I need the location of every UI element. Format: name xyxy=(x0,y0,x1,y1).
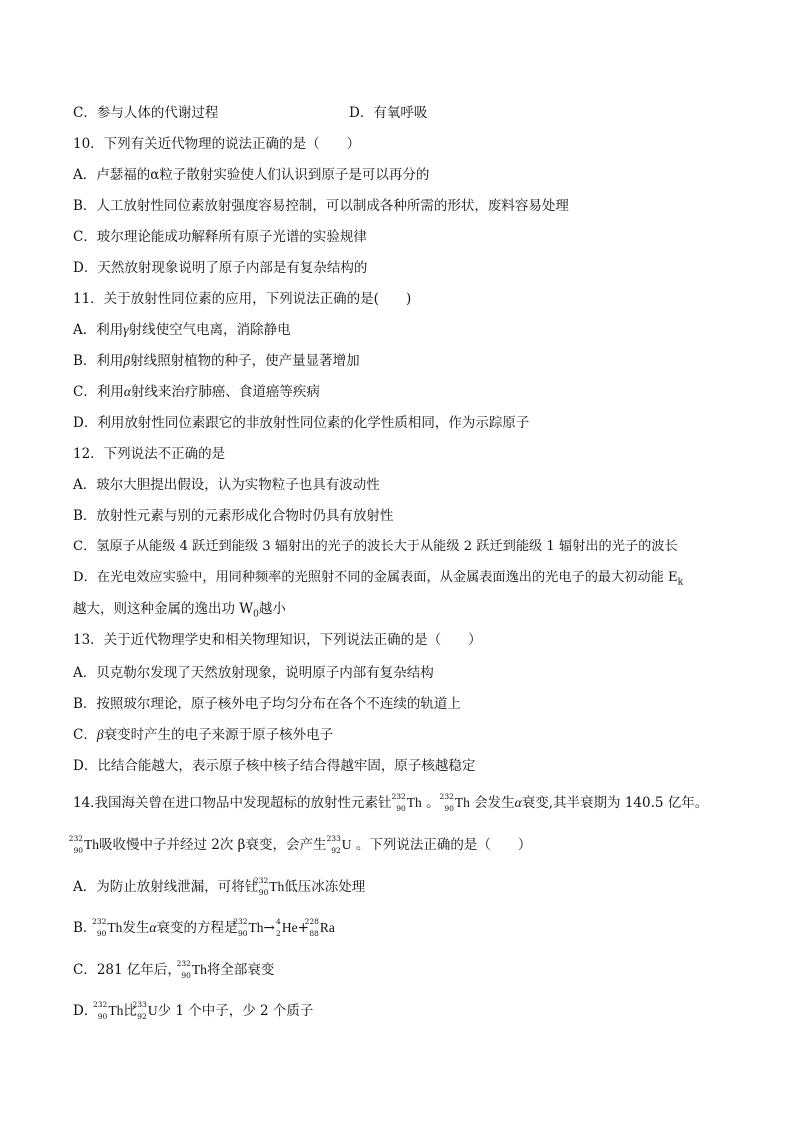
q11-a-prefix: A．利用 xyxy=(73,322,124,338)
th-nuclide-notation: 232 90 xyxy=(439,792,454,813)
q11-a-text: 射线使空气电离，消除静电 xyxy=(128,322,291,338)
q11-c-prefix: C．利用 xyxy=(73,384,124,400)
q11-b-text: 射线照射植物的种子，使产量显著增加 xyxy=(130,353,360,369)
q11-b-prefix: B．利用 xyxy=(73,353,124,369)
th-nuclide-notation: 232 90 xyxy=(92,917,107,938)
q13-c-text: 衰变时产生的电子来源于原子核外电子 xyxy=(103,727,334,743)
q14-stem-line2: 232 90 Th吸收慢中子并经过 2次 β衰变，会产生 233 92 U 。下列说法正确的是（ ） xyxy=(68,834,532,855)
q14-stem-line1: 14.我国海关曾在进口物品中发现超标的放射性元素钍 232 90 Th 。 232 90 Th 会发生α衰变,其半衰期为 140.5 亿年。 xyxy=(73,792,709,813)
u-nuclide-notation: 233 92 xyxy=(132,1000,147,1021)
alpha-symbol: α xyxy=(514,795,522,810)
q12-option-b: B．放射性元素与别的元素形成化合物时仍具有放射性 xyxy=(73,508,394,524)
q14-option-a: A．为防止放射线泄漏，可将钍 232 90 Th低压冰冻处理 xyxy=(73,876,366,897)
gamma-symbol: γ xyxy=(123,322,129,337)
q9-option-c: C．参与人体的代谢过程 xyxy=(73,105,219,121)
q11-option-d: D．利用放射性同位素跟它的非放射性同位素的化学性质相同，作为示踪原子 xyxy=(73,415,530,431)
q13-stem: 13．关于近代物理学史和相关物理知识，下列说法正确的是（ ） xyxy=(73,632,482,648)
th-nuclide-notation: 232 90 xyxy=(93,1000,108,1021)
q13-option-a: A．贝克勒尔发现了天然放射现象，说明原子内部有复杂结构 xyxy=(73,665,434,681)
q12-option-c: C．氢原子从能级 4 跃迁到能级 3 辐射出的光子的波长大于从能级 2 跃迁到能级 1 辐射出的光子的波长 xyxy=(73,539,678,554)
q13-c-prefix: C． xyxy=(73,727,97,743)
beta-symbol: β xyxy=(123,353,131,368)
q11-c-text: 射线来治疗肺癌、食道癌等疾病 xyxy=(130,384,320,400)
q13-option-b: B．按照玻尔理论，原子核外电子均匀分布在各个不连续的轨道上 xyxy=(73,696,461,712)
arrow-icon: → xyxy=(263,920,275,936)
q13-option-d: D．比结合能越大，表示原子核中核子结合得越牢固，原子核越稳定 xyxy=(73,758,476,774)
q11-option-a xyxy=(73,320,291,340)
alpha-symbol: α xyxy=(123,384,131,399)
th-nuclide-notation: 232 90 xyxy=(253,876,269,897)
q14-option-d: D． 232 90 Th比 233 92 U少 1 个中子，少 2 个质子 xyxy=(73,1000,314,1021)
q10-option-b: B．人工放射性同位素放射强度容易控制，可以制成各种所需的形状，废料容易处理 xyxy=(73,198,569,214)
u-nuclide-notation: 233 92 xyxy=(326,834,341,855)
he-nuclide-notation: 4 2 xyxy=(276,917,281,938)
q14-stem-text: 14.我国海关曾在进口物品中发现超标的放射性元素钍 xyxy=(73,795,392,811)
q10-option-c: C．玻尔理论能成功解释所有原子光谱的实验规律 xyxy=(73,229,367,245)
th-nuclide-notation: 232 90 xyxy=(68,834,83,855)
beta-symbol: β xyxy=(96,727,104,742)
w0-subscript: 0 xyxy=(253,609,259,620)
ek-subscript: k xyxy=(677,577,684,588)
q12-stem: 12．下列说法不正确的是 xyxy=(73,446,226,462)
q14-option-b: B． 232 90 Th发生α衰变的方程是 232 90 Th→ 4 2 He+ 228 88 Ra xyxy=(73,917,335,938)
q11-option-c xyxy=(73,382,320,402)
q12-d-text2: 越大，则这种金属的逸出功 W xyxy=(73,601,254,617)
q12-d-text3: 越小 xyxy=(258,601,286,617)
q9-option-d: D．有氧呼吸 xyxy=(349,105,428,121)
q14-option-c: C．281 亿年后， 232 90 Th将全部衰变 xyxy=(73,959,275,980)
q9-options-row xyxy=(73,103,427,123)
ra-nuclide-notation: 228 88 xyxy=(304,917,319,938)
th-nuclide-notation: 232 90 xyxy=(391,792,406,813)
q11-stem: 11．关于放射性同位素的应用，下列说法正确的是( ) xyxy=(73,291,412,307)
q12-option-d-line1 xyxy=(73,568,683,593)
q12-option-d-line2 xyxy=(73,599,286,625)
q10-option-a: A．卢瑟福的α粒子散射实验使人们认识到原子是可以再分的 xyxy=(73,167,430,183)
q13-option-c xyxy=(73,725,333,745)
q11-option-b xyxy=(73,351,360,371)
th-nuclide-notation: 232 90 xyxy=(176,959,191,980)
q12-option-a: A．玻尔大胆提出假设，认为实物粒子也具有波动性 xyxy=(73,477,380,493)
q10-stem: 10．下列有关近代物理的说法正确的是（ ） xyxy=(73,136,361,152)
q12-d-text: D．在光电效应实验中，用同种频率的光照射不同的金属表面，从金属表面逸出的光电子的最大初动能 E xyxy=(73,570,678,585)
q10-option-d: D．天然放射现象说明了原子内部是有复杂结构的 xyxy=(73,260,368,276)
alpha-symbol: α xyxy=(149,920,157,935)
th-nuclide-notation: 232 90 xyxy=(233,917,248,938)
